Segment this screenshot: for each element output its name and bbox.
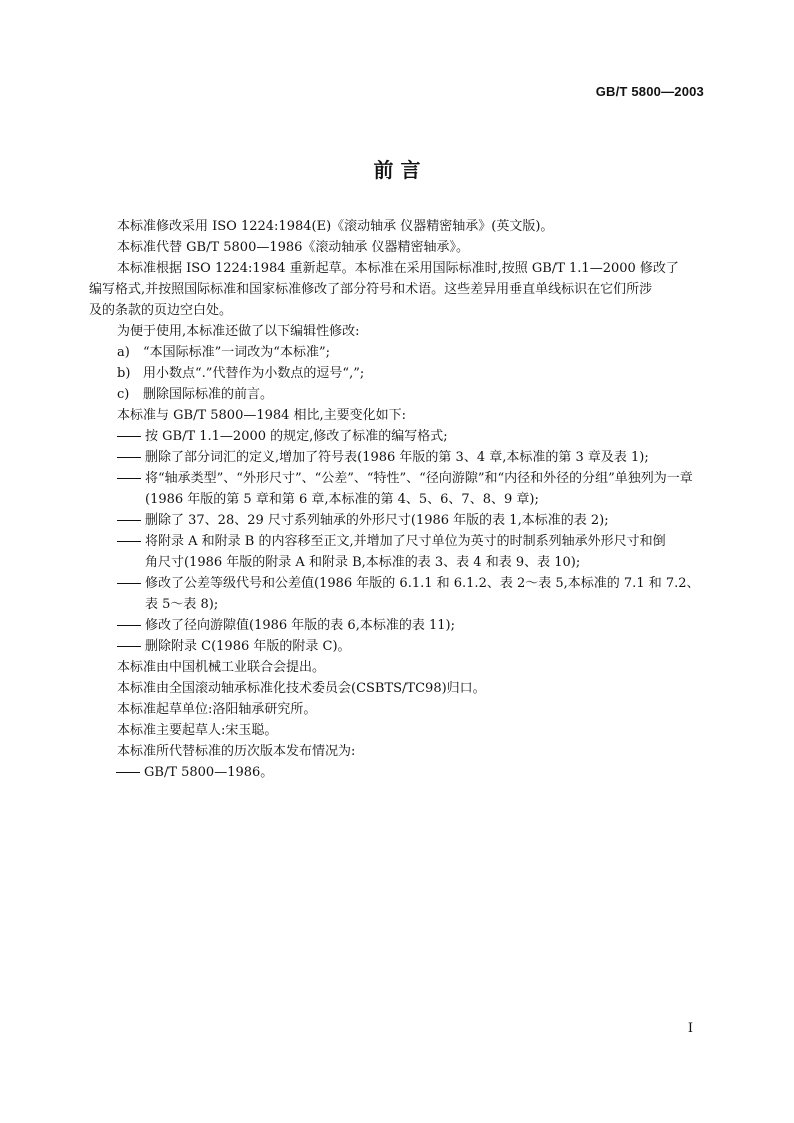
- paragraph-drafting-line-3: 及的条款的页边空白处。: [89, 303, 233, 318]
- paragraph-drafters: 本标准主要起草人:宋玉聪。: [117, 723, 278, 738]
- change-item-text: [145, 615, 707, 636]
- list-item: [117, 363, 707, 384]
- change-item: [117, 636, 707, 657]
- em-dash-mark: [117, 636, 145, 657]
- paragraph-adoption: 本标准修改采用 ISO 1224:1984(E)《滚动轴承 仪器精密轴承》(英文版)。: [117, 219, 554, 234]
- change-item-text: [145, 468, 707, 510]
- em-dash-mark: [117, 468, 145, 489]
- paragraph-drafting-unit: 本标准起草单位:洛阳轴承研究所。: [117, 702, 317, 717]
- change-item-text: [145, 510, 707, 531]
- em-dash-mark: [117, 615, 145, 636]
- change-item-line: 修改了径向游隙值(1986 年版的表 6,本标准的表 11);: [145, 618, 455, 633]
- history-item-text: GB/T 5800—1986。: [144, 765, 274, 780]
- change-item-line: 按 GB/T 1.1—2000 的规定,修改了标准的编写格式;: [145, 429, 448, 444]
- list-item: [117, 342, 707, 363]
- change-item-line: 将附录 A 和附录 B 的内容移至正文,并增加了尺寸单位为英寸的时制系列轴承外形尺寸和倒: [145, 534, 666, 549]
- paragraph-replaces: 本标准代替 GB/T 5800—1986《滚动轴承 仪器精密轴承》。: [117, 240, 470, 255]
- foreword-body: [89, 216, 707, 783]
- standard-number: GB/T 5800—2003: [595, 84, 704, 99]
- change-item-line: 删除附录 C(1986 年版的附录 C)。: [145, 639, 351, 654]
- change-item-text: [145, 426, 707, 447]
- list-item-label: a): [117, 345, 130, 360]
- change-item-text: [145, 636, 707, 657]
- change-item-line: 表 5～表 8);: [145, 597, 219, 612]
- paragraph-history-intro: 本标准所代替标准的历次版本发布情况为:: [117, 744, 356, 759]
- change-item: [117, 615, 707, 636]
- paragraph-drafting-line-1: 本标准根据 ISO 1224:1984 重新起草。本标准在采用国际标准时,按照 GB/T 1.1—2000 修改了: [117, 261, 679, 276]
- list-item-text: 删除国际标准的前言。: [143, 387, 274, 402]
- change-item-line: 将“轴承类型”、“外形尺寸”、“公差”、“特性”、“径向游隙”和“内径和外径的分组”单独列为一章: [145, 471, 693, 486]
- change-item: [117, 531, 707, 573]
- change-item-line: (1986 年版的第 5 章和第 6 章,本标准的第 4、5、6、7、8、9 章);: [145, 492, 539, 507]
- paragraph-editorial-intro: 为便于使用,本标准还做了以下编辑性修改:: [117, 324, 360, 339]
- paragraph-changes-intro: 本标准与 GB/T 5800—1984 相比,主要变化如下:: [117, 408, 407, 423]
- em-dash-mark: [117, 447, 145, 468]
- list-item-label: c): [117, 387, 130, 402]
- change-item: [117, 426, 707, 447]
- paragraph-committee: 本标准由全国滚动轴承标准化技术委员会(CSBTS/TC98)归口。: [117, 681, 486, 696]
- em-dash-mark: [117, 573, 145, 594]
- page-title: 前 言: [373, 158, 421, 182]
- change-item-text: [145, 531, 707, 573]
- change-item-text: [145, 573, 707, 615]
- list-item-text: “本国际标准”一词改为“本标准”;: [143, 345, 330, 360]
- change-item-line: 修改了公差等级代号和公差值(1986 年版的 6.1.1 和 6.1.2、表 2～表 5,本标准的 7.1 和 7.2、: [145, 576, 700, 591]
- change-item-line: 角尺寸(1986 年版的附录 A 和附录 B,本标准的表 3、表 4 和表 9、表 10);: [145, 555, 581, 570]
- history-item: [116, 762, 707, 783]
- em-dash-mark: [117, 510, 145, 531]
- paragraph-proposer: 本标准由中国机械工业联合会提出。: [117, 660, 326, 675]
- change-item-line: 删除了部分词汇的定义,增加了符号表(1986 年版的第 3、4 章,本标准的第 3 章及表 1);: [145, 450, 649, 465]
- change-item: [117, 468, 707, 510]
- paragraph-drafting-line-2: 编写格式,并按照国际标准和国家标准修改了部分符号和术语。这些差异用垂直单线标识在它们所涉: [89, 282, 653, 297]
- change-item: [117, 573, 707, 615]
- page-number: I: [687, 1021, 693, 1036]
- changes-list: [117, 426, 707, 657]
- em-dash-mark: [117, 531, 145, 552]
- list-item-text: 用小数点“.”代替作为小数点的逗号“,”;: [143, 366, 365, 381]
- list-item: [117, 384, 707, 405]
- em-dash-mark: [116, 762, 144, 783]
- list-item-label: b): [117, 366, 131, 381]
- change-item: [117, 510, 707, 531]
- change-item-text: [145, 447, 707, 468]
- em-dash-mark: [117, 426, 145, 447]
- change-item: [117, 447, 707, 468]
- change-item-line: 删除了 37、28、29 尺寸系列轴承的外形尺寸(1986 年版的表 1,本标准的表 2);: [145, 513, 609, 528]
